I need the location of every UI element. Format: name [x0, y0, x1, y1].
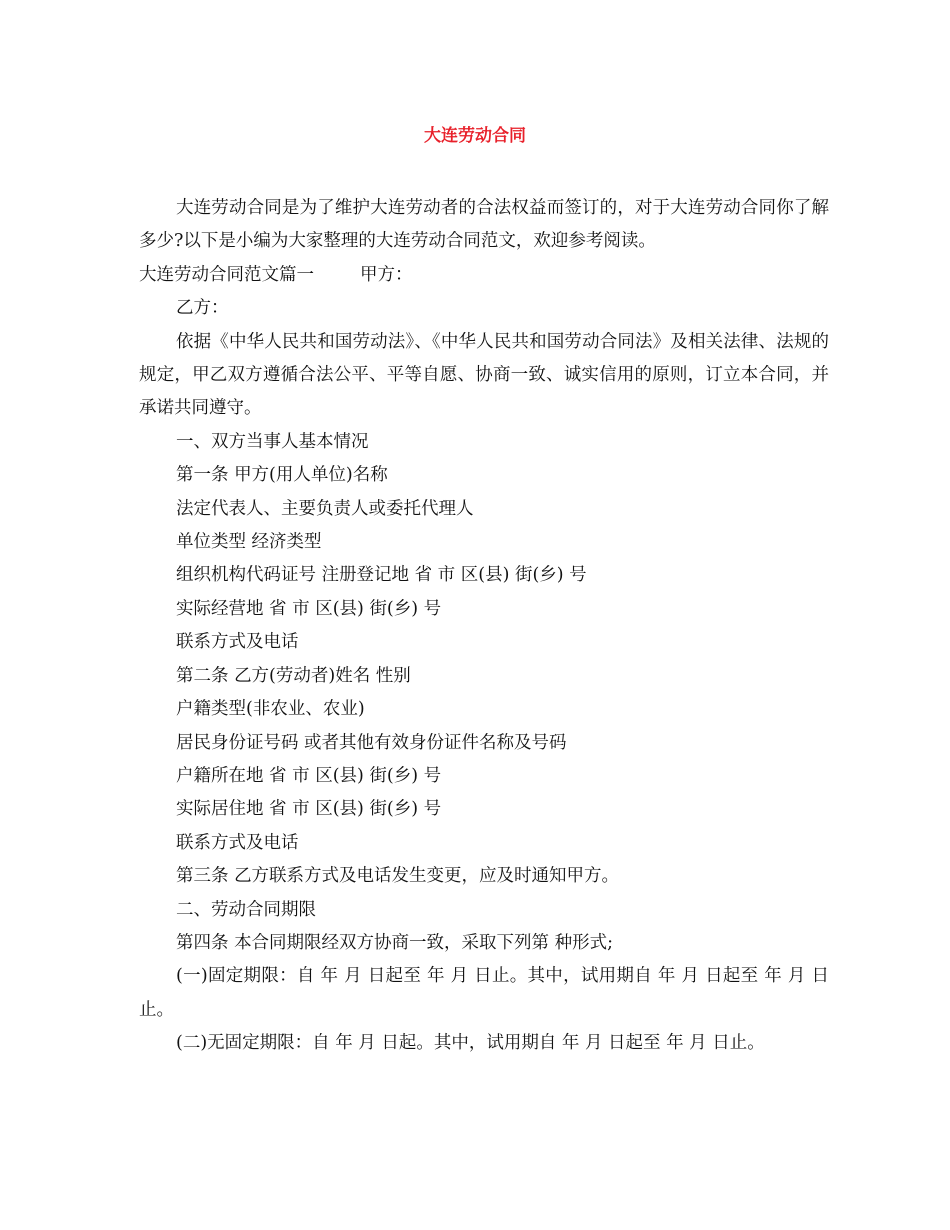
article2: 第二条 乙方(劳动者)姓名 性别 [176, 665, 411, 686]
intro-paragraph: 大连劳动合同是为了维护大连劳动者的合法权益而签订的，对于大连劳动合同你了解多少?以下是小编为大家整理的大连劳动合同范文，欢迎参考阅读。 [139, 198, 829, 252]
preamble-paragraph: 依据《中华人民共和国劳动法》、《中华人民共和国劳动合同法》及相关法律、法规的规定，甲乙双方遵循合法公平、平等自愿、协商一致、诚实信用的原则，订立本合同，并承诺共同遵守。 [139, 331, 829, 419]
article3: 第三条 乙方联系方式及电话发生变更，应及时通知甲方。 [176, 866, 620, 887]
article2-id-number: 居民身份证号码 或者其他有效身份证件名称及号码 [176, 732, 567, 753]
section2-title: 二、劳动合同期限 [176, 899, 316, 920]
article2-residence: 实际居住地 省 市 区(县) 街(乡) 号 [176, 799, 442, 820]
article2-contact: 联系方式及电话 [176, 832, 299, 853]
party-b-label: 乙方： [176, 298, 229, 319]
document-title: 大连劳动合同 [424, 126, 526, 146]
article1: 第一条 甲方(用人单位)名称 [176, 465, 388, 486]
article4: 第四条 本合同期限经双方协商一致，采取下列第 种形式; [176, 932, 614, 953]
party-a-label: 甲方： [360, 264, 413, 285]
article1-org-code: 组织机构代码证号 注册登记地 省 市 区(县) 街(乡) 号 [176, 565, 587, 586]
sample-heading: 大连劳动合同范文篇一 [139, 264, 314, 285]
article2-hukou-type: 户籍类型(非农业、农业) [176, 699, 365, 720]
term-open-ended: (二)无固定期限：自 年 月 日起。其中，试用期自 年 月 日起至 年 月 日止。 [176, 1033, 765, 1054]
section1-title: 一、双方当事人基本情况 [176, 431, 369, 452]
article1-unit-type: 单位类型 经济类型 [176, 532, 322, 553]
article1-contact: 联系方式及电话 [176, 632, 299, 653]
term-fixed: (一)固定期限：自 年 月 日起至 年 月 日止。其中，试用期自 年 月 日起至 年 月 日止。 [139, 966, 829, 1020]
article1-representative: 法定代表人、主要负责人或委托代理人 [176, 498, 474, 519]
document-body [139, 192, 829, 1061]
article2-hukou-address: 户籍所在地 省 市 区(县) 街(乡) 号 [176, 765, 442, 786]
article1-address: 实际经营地 省 市 区(县) 街(乡) 号 [176, 598, 442, 619]
sample-heading-line [139, 259, 829, 292]
